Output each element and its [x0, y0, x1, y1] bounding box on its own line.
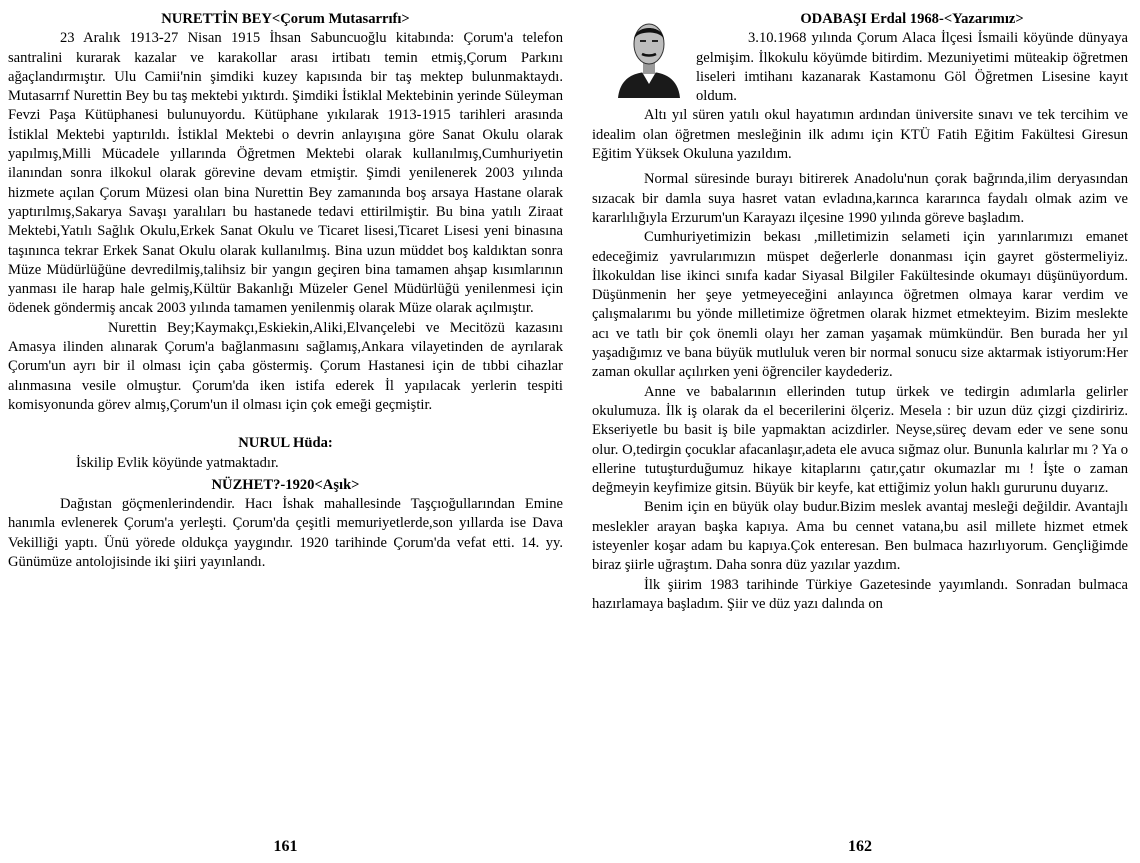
left-page — [8, 10, 563, 858]
entry-paragraph: İlk şiirim 1983 tarihinde Türkiye Gazetesinde yayımlandı. Sonradan bulmaca hazırlamaya başladım. Şiir ve düz yazı dalında on — [592, 576, 1128, 612]
entry-paragraph: Nurettin Bey;Kaymakçı,Eskiekin,Aliki,Elvançelebi ve Mecitözü kazasını Amasya ilinden alınarak Çorum'a bağlanmasını sağlamış,Ankara vilayetinden de ayrılarak Çorum'un ayrı bir il olması için çaba göstermiş. Çorum Hastanesi için de tıbbi cihazlar alınmasına vesile olmuştur. Çorum'da iken istifa ederek İl yapılacak yerlerin tespiti komisyonunda görev almış,Çorum'un il olması için çok emeği geçmiştir. — [8, 319, 563, 413]
entry-paragraph: Dağıstan göçmenlerindendir. Hacı İshak mahallesinde Taşçıoğullarından Emine hanımla evlenerek Çorum'a yerleşti. Çorum'da çeşitli memuriyetlerde,son yıllarda ise Dava Vekilliği yaptı. Ünü yörede oldukça yaygındır. 1920 tarihinde Çorum'da vefat etti. 14. yy. Günümüze antolojisinde iki şiiri yayınlandı. — [8, 496, 563, 571]
entry-paragraph: Cumhuriyetimizin bekası ,milletimizin selameti için yarınlarımızı emanet edeceğimiz yavrularımızın müspet değerlerle donanması için gayret göstermeliyiz. İlkokuldan lise ikinci sınıfa kadar Siyasal Bilgiler Fakültesinde okumayı düşünüyordum. Düşünmenin her şeye yetmeyeceğini anlayınca öğretmen olmaya karar verdim ve çalışmalarımı bu yönde milletimize öğretmen olarak hizmet etmekteyim. Bizim meslekte acı ve tatlı bir çok önemli olayı her zaman yaşamak mümkündür. Ben burada her yıl yaşadığımız ve bana büyük mutluluk veren bir normal sonucu size aktarmak istiyorum:Her zaman okullar açılırken yeni öğrenciler kaydederiz. — [592, 229, 1128, 381]
portrait-photo-icon — [612, 12, 686, 98]
entry-paragraph: İskilip Evlik köyünde yatmaktadır. — [76, 454, 279, 471]
entry-paragraph: Benim için en büyük olay budur.Bizim meslek avantaj mesleği değildir. Avantajlı meslekler arayan başka kapıya. Ama bu cennet vatana,bu asil millete hizmet etmek isteyenler koşar adam bu kapıya.Çok enteresan. Ben bulmaca hazırlıyorum. Gençliğimde biraz şiirle uğraştım. Daha sonra düz yazılar yazdım. — [592, 499, 1128, 574]
entry-paragraph: Anne ve babalarının ellerinden tutup ürkek ve tedirgin adımlarla gelirler okulumuza. İlk iş olarak da el becerilerini ölçeriz. Mesela : bir uzun düz çizgi çizdiririz. Ekseriyetle bu basit iş bile yapmaktan acizdirler. Neyse,süreç devam eder ve sene sonu olur. O,tedirgin çocuklar afacanlaşır,adeta ele avuca sığmaz olur. Bununla kalırlar mı ? Ya o ellerine tutuşturduğumuz hikaye kitaplarını çatır,çatır okumazlar mı ! İşte o zaman değmeyin keyfimize gitsin. Büyük bir keyfe, kat ettiğimiz yolun haklı gururunu duyarız. — [592, 383, 1128, 497]
entry-title-nurul-huda: NURUL Hüda: — [238, 435, 333, 452]
entry-paragraph: Normal süresinde burayı bitirerek Anadolu'nun çorak bağrında,ilim deryasından sızacak bir damla suya hasret vatan evladına,karınca kararınca faydalı olmak azim ve kararlılığıyla Erzurum'un Karayazı ilçesine 1990 yılında göreve başladım. — [592, 171, 1128, 226]
entry-title-odabasi-erdal: ODABAŞI Erdal 1968-<Yazarımız> — [800, 11, 1024, 27]
right-page — [592, 10, 1128, 858]
page-number: 162 — [848, 837, 872, 855]
entry-paragraph: 3.10.1968 yılında Çorum Alaca İlçesi İsmaili köyünde dünyaya gelmişim. İlkokulu köyümde bitirdim. Mezuniyetimi müteakip öğretmen liseleri imtihanı kazanarak Kastamonu Göl Öğretmen Lisesine kayıt oldum. — [696, 30, 1128, 105]
page-number: 161 — [273, 837, 298, 855]
entry-title-nurettin-bey: NURETTİN BEY<Çorum Mutasarrıfı> — [161, 11, 410, 27]
entry-paragraph: 23 Aralık 1913-27 Nisan 1915 İhsan Sabuncuoğlu kitabında: Çorum'a telefon santralini kurarak kazalar ve karakollar arası irtibatı temin etmiş,Çorum Parkını ağaçlandırmıştır. Ulu Camii'nin şimdiki kuzey kapısında bir taş mektep bulunmaktaydı. Mutasarrıf Nurettin Bey bu taş mektebi yıktırdı. Şimdiki İstiklal Mektebinin yerinde Süleyman Fevzi Paşa Kütüphanesi bulunuyordu. Kütüphane yıkılarak 1913-1915 tarihleri arasında İstiklal Mektebi yaptırıldı. İstiklal Mektebi o devrin anlayışına göre Sanat Okulu olarak yapılmış,Milli Mücadele yıllarında Öğretmen Mektebi olarak kullanılmış,Cumhuriyetin ilanından sonra ilkokul olarak görevine devam etmiştir. Şimdi yenilenerek 2003 yılında hizmete açılan Çorum Müzesi olan bina Nurettin Bey zamanında boş arsaya Hastane olarak yaptırılmış,Sakarya Savaşı yaralıları bu hastanede tedavi ettirilmiştir. Bu bina yatılı Ziraat Mektebi,Yatılı Sağlık Okulu,Erkek Sanat Okulu ve Ticaret lisesi,Ticaret Lisesi yeni binasına taşınınca tekrar Erkek Sanat Okulu olarak kullanılmış. Bina uzun müddet boş kaldıktan sonra Müze Müdürlüğüne devredilmiş,talihsiz bir yangın geçiren bina tamamen ahşap kısımlarının yanması ile harap hale gelmiş,Kültür Bakanlığı Müzeler Genel Müdürlüğü yenilenmesi için ödenek göndermiş ancak 2003 yılında tamamen yenilenmiş olarak Müze olarak açılmıştır. — [8, 30, 563, 317]
entry-paragraph: Altı yıl süren yatılı okul hayatımın ardından üniversite sınavı ve tek tercihim ve idealim olan öğretmen mesleğinin ilk adımı için KTÜ Fatih Eğitim Fakültesi Giresun Eğitim Yüksek Okuluna yazıldım. — [592, 107, 1128, 163]
entry-title-nuzhet: NÜZHET?-1920<Aşık> — [211, 476, 360, 493]
